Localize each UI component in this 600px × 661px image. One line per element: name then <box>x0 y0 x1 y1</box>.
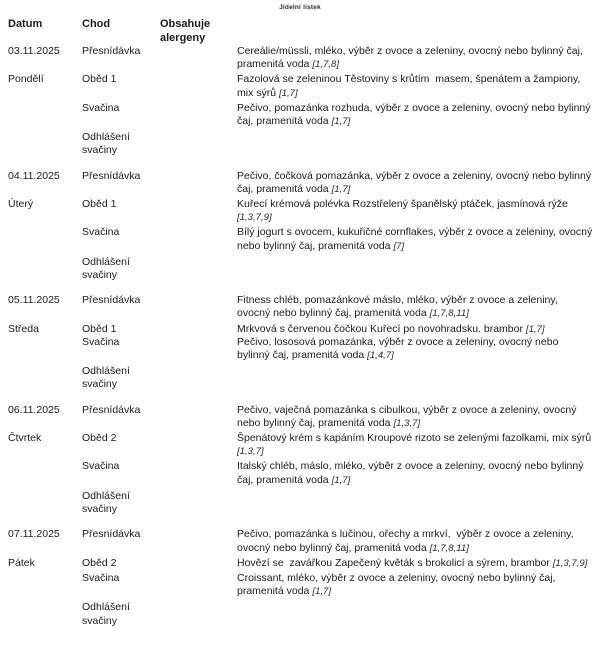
meal-cell <box>237 460 593 486</box>
meal-allergen-codes: [1,7] <box>279 87 298 99</box>
date-cell: 03.11.2025 <box>8 45 60 57</box>
course-cell: Oběd 1 <box>82 322 117 335</box>
meal-allergen-codes: [1,3,7] <box>237 446 264 458</box>
day-name-cell: Čtvrtek <box>8 432 42 445</box>
meal-text: Pečivo, pomazánka s lučinou, ořechy a mrkví, výběr z ovoce a zeleniny, ovocný nebo bylinný čaj, pramenitá voda <box>237 528 577 554</box>
course-cell: Přesnídávka <box>82 169 141 182</box>
meal-allergen-codes: [1,7] <box>331 183 351 195</box>
meal-cell <box>237 323 593 336</box>
meal-cell <box>237 365 593 391</box>
header-chod: Chod <box>82 18 111 30</box>
day-name-cell: Středa <box>8 322 39 335</box>
meal-text: Pečivo, vaječná pomazánka s cibulkou, výběr z ovoce a zeleniny, ovocný nebo bylinný čaj, pramenitá voda <box>237 403 580 429</box>
meal-cell <box>237 294 593 320</box>
meal-cell <box>237 601 593 627</box>
meal-allergen-codes: [1,7] <box>331 116 351 128</box>
meal-cell <box>237 256 593 282</box>
meal-cell <box>237 528 593 554</box>
date-cell: 05.11.2025 <box>8 294 60 307</box>
date-cell-empty <box>8 601 82 627</box>
allergen-column-cell <box>160 404 237 430</box>
allergen-column-cell <box>160 490 237 516</box>
date-cell-empty <box>8 460 82 486</box>
meal-text: Špenátový krém s kapáním Kroupové rizoto se zelenými fazolkami, mix sýrů <box>237 432 592 445</box>
allergen-column-cell <box>160 294 237 320</box>
menu-row <box>0 198 600 224</box>
meal-text: Mrkvová s červenou čočkou Kuřecí po novohradsku. brambor <box>237 322 523 335</box>
day-name-cell: Úterý <box>8 198 34 211</box>
meal-allergen-codes: [1,7] <box>331 474 351 486</box>
table-header-row <box>0 18 600 45</box>
day-block <box>0 294 600 391</box>
meal-cell <box>237 170 593 196</box>
day-block <box>0 528 600 627</box>
meal-allergen-codes: [1,3,7,9] <box>237 212 272 224</box>
meal-cell <box>237 572 593 598</box>
meal-text: Fazolová se zeleninou Těstoviny s krůtím masem, špenátem a žampiony, mix sýrů <box>237 73 584 99</box>
menu-row <box>0 323 600 336</box>
menu-row <box>0 131 600 157</box>
meal-cell <box>237 490 593 516</box>
menu-row <box>0 226 600 252</box>
allergen-column-cell <box>160 365 237 391</box>
allergen-column-cell <box>160 198 237 224</box>
meal-text: Italský chléb, máslo, mléko, výběr z ovoce a zeleniny, ovocný nebo bylinný čaj, pramenitá voda <box>237 460 587 486</box>
allergen-column-cell <box>160 45 237 71</box>
menu-row <box>0 336 600 362</box>
menu-row <box>0 572 600 598</box>
meal-cell <box>237 432 593 458</box>
date-cell-empty <box>8 102 82 128</box>
course-cell: Oběd 2 <box>82 432 117 445</box>
course-cell: Odhlášení svačiny <box>82 255 130 282</box>
course-cell: Svačina <box>82 460 120 473</box>
course-cell: Odhlášení svačiny <box>82 365 130 391</box>
course-cell: Oběd 1 <box>82 73 117 86</box>
meal-text: Kuřecí krémová polévka Rozstřelený španělský ptáček, jasmínová rýže <box>237 198 568 211</box>
menu-table-body <box>0 45 600 628</box>
date-cell: 07.11.2025 <box>8 528 60 541</box>
allergen-column-cell <box>160 432 237 458</box>
header-datum: Datum <box>8 18 43 30</box>
course-cell: Svačina <box>82 335 120 348</box>
meal-text: Pečivo, pomazánka rozhuda, výběr z ovoce a zeleniny, ovocný nebo bylinný čaj, pramenitá voda <box>237 101 594 128</box>
course-cell: Oběd 1 <box>82 198 117 211</box>
meal-cell <box>237 404 593 430</box>
meal-allergen-codes: [1,7,8] <box>312 59 339 71</box>
allergen-column-cell <box>160 323 237 336</box>
menu-row <box>0 365 600 391</box>
meal-allergen-codes: [1,3,7,9] <box>552 557 588 569</box>
meal-text: Hovězí se zavářkou Zapečený květák s brokolicí a sýrem, brambor <box>237 556 550 569</box>
menu-row <box>0 557 600 570</box>
meal-text: Croissant, mléko, výběr z ovoce a zeleniny, ovocný nebo bylinný čaj, pramenitá voda <box>237 571 559 598</box>
meal-allergen-codes: [1,7,8,11] <box>429 308 469 320</box>
menu-row <box>0 256 600 282</box>
meal-allergen-codes: [1,3,7] <box>393 417 421 429</box>
course-cell: Přesnídávka <box>82 528 141 541</box>
course-cell: Odhlášení svačiny <box>82 131 130 157</box>
menu-row <box>0 102 600 128</box>
meal-text: Pečivo, čočková pomazánka, výběr z ovoce a zeleniny, ovocný nebo bylinný čaj, pramenitá voda <box>237 169 595 195</box>
meal-cell <box>237 131 593 157</box>
allergen-column-cell <box>160 601 237 627</box>
day-block <box>0 170 600 283</box>
course-cell: Přesnídávka <box>82 294 141 307</box>
allergen-column-cell <box>160 336 237 362</box>
meal-text: Fitness chléb, pomazánkové máslo, mléko, výběr z ovoce a zeleniny, ovocný nebo bylinný čaj, pramenitá voda <box>237 294 561 320</box>
allergen-column-cell <box>160 557 237 570</box>
allergen-column-cell <box>160 572 237 598</box>
day-block <box>0 45 600 158</box>
meal-text: Pečivo, lososová pomazánka, výběr z ovoce a zeleniny, ovocný nebo bylinný čaj, pramenitá voda <box>237 335 562 362</box>
document-title: Jídelní lístek <box>279 4 321 11</box>
course-cell: Oběd 2 <box>82 556 117 569</box>
date-cell-empty <box>8 131 82 157</box>
date-cell: 04.11.2025 <box>8 169 60 182</box>
day-name-cell: Pátek <box>8 556 35 569</box>
day-name-cell: Pondělí <box>8 73 44 86</box>
date-cell-empty <box>8 226 82 252</box>
course-cell: Svačina <box>82 571 120 584</box>
allergen-column-cell <box>160 73 237 99</box>
day-block <box>0 404 600 517</box>
course-cell: Přesnídávka <box>82 45 141 57</box>
header-alergeny: Obsahuje alergeny <box>160 18 211 44</box>
menu-row <box>0 170 600 196</box>
meal-allergen-codes: [1,7,8,11] <box>429 542 469 554</box>
menu-row <box>0 460 600 486</box>
course-cell: Svačina <box>82 101 120 114</box>
menu-row <box>0 45 600 71</box>
meal-cell <box>237 198 593 224</box>
date-cell-empty <box>8 336 82 362</box>
allergen-column-cell <box>160 102 237 128</box>
meal-cell <box>237 102 593 128</box>
menu-row <box>0 294 600 320</box>
meal-cell <box>237 226 596 252</box>
meal-allergen-codes: [1,7] <box>312 586 331 598</box>
meal-allergen-codes: [1,7] <box>525 323 545 335</box>
date-cell-empty <box>8 572 82 598</box>
date-cell-empty <box>8 490 82 516</box>
menu-row <box>0 601 600 627</box>
menu-row <box>0 528 600 554</box>
menu-row <box>0 404 600 430</box>
course-cell: Odhlášení svačiny <box>82 601 130 627</box>
allergen-column-cell <box>160 528 237 554</box>
course-cell: Odhlášení svačiny <box>82 489 130 516</box>
meal-cell <box>237 45 593 71</box>
meal-cell <box>237 336 593 362</box>
allergen-column-cell <box>160 131 237 157</box>
date-cell-empty <box>8 256 82 282</box>
date-cell: 06.11.2025 <box>8 403 60 416</box>
allergen-column-cell <box>160 170 237 196</box>
meal-cell <box>237 73 593 99</box>
allergen-column-cell <box>160 226 237 252</box>
meal-text: Cereálie/müssli, mléko, výběr z ovoce a zeleniny, ovocný nebo bylinný čaj, pramenitá voda <box>237 45 586 71</box>
meal-cell <box>237 557 593 570</box>
meal-allergen-codes: [7] <box>393 240 405 252</box>
meal-allergen-codes: [1,4,7] <box>367 350 394 362</box>
meal-text: Bílý jogurt s ovocem, kukuřičné cornflakes, výběr z ovoce a zeleniny, ovocný nebo bylinný čaj, pramenitá voda <box>237 226 596 252</box>
menu-row <box>0 490 600 516</box>
allergen-column-cell <box>160 256 237 282</box>
header-spacer <box>237 18 593 45</box>
course-cell: Přesnídávka <box>82 403 141 416</box>
course-cell: Svačina <box>82 226 120 239</box>
date-cell-empty <box>8 365 82 391</box>
allergen-column-cell <box>160 460 237 486</box>
menu-row <box>0 432 600 458</box>
menu-row <box>0 73 600 99</box>
